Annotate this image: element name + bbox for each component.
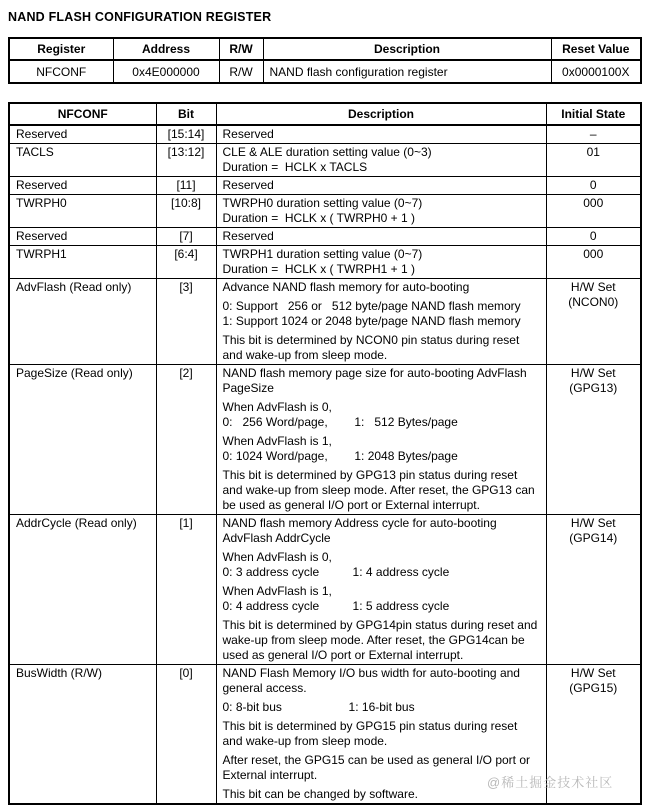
register-table-body <box>9 60 641 83</box>
cell-field-name: AddrCycle (Read only) <box>9 515 156 665</box>
bit-field-table-header <box>9 103 641 125</box>
description-line: Reserved <box>222 127 274 141</box>
initial-state-line: (GPG15) <box>569 681 618 695</box>
page-title: NAND FLASH CONFIGURATION REGISTER <box>8 10 272 24</box>
register-table-header <box>9 38 641 60</box>
cell-bit: [11] <box>156 177 216 195</box>
bit-field-table-row <box>9 125 641 144</box>
description-paragraph <box>223 666 540 696</box>
description-line: 0: 1024 Word/page, 1: 2048 Bytes/page <box>222 449 458 463</box>
initial-state-line: (GPG13) <box>569 381 618 395</box>
cell-initial-state <box>546 144 641 177</box>
cell-description <box>216 365 546 515</box>
cell-description <box>216 177 546 195</box>
cell-bit: [0] <box>156 665 216 805</box>
description-line: 0: 3 address cycle 1: 4 address cycle <box>222 565 450 579</box>
description-paragraph <box>223 229 540 244</box>
table-gap <box>8 84 640 102</box>
cell-field-name: AdvFlash (Read only) <box>9 279 156 365</box>
bit-field-table <box>8 102 642 805</box>
cell-bit: [3] <box>156 279 216 365</box>
description-paragraph <box>223 247 540 277</box>
cell-initial-state <box>546 515 641 665</box>
initial-state-line: (NCON0) <box>568 295 619 309</box>
description-line: When AdvFlash is 0, <box>222 400 332 414</box>
cell-bit: [7] <box>156 228 216 246</box>
description-paragraph <box>223 700 540 715</box>
initial-state-line: (GPG14) <box>569 531 618 545</box>
description-paragraph <box>223 618 540 663</box>
watermark: @稀土掘金技术社区 <box>487 775 614 790</box>
cell-bit: [10:8] <box>156 195 216 228</box>
cell-bit: [1] <box>156 515 216 665</box>
cell-bit: [2] <box>156 365 216 515</box>
column-header-address: Address <box>113 38 219 60</box>
description-line: When AdvFlash is 0, <box>222 550 332 564</box>
description-line: This bit can be changed by software. <box>222 787 418 801</box>
initial-state-line: H/W Set <box>570 280 616 294</box>
cell-field-name: BusWidth (R/W) <box>9 665 156 805</box>
cell-rw: R/W <box>219 60 263 83</box>
bit-field-table-header-row <box>9 103 641 125</box>
cell-address: 0x4E000000 <box>113 60 219 83</box>
register-table <box>8 37 642 84</box>
description-line: Reserved <box>222 178 274 192</box>
description-line: This bit is determined by GPG14pin status during reset and wake-up from sleep mode. After reset, the GPG14can be used as general I/O port or External interrupt. <box>222 618 541 662</box>
register-table-header-row <box>9 38 641 60</box>
cell-description <box>216 515 546 665</box>
cell-bit: [15:14] <box>156 125 216 144</box>
cell-initial-state <box>546 177 641 195</box>
description-line: NAND Flash Memory I/O bus width for auto-booting and general access. <box>222 666 524 695</box>
cell-initial-state <box>546 246 641 279</box>
description-paragraph <box>223 333 540 363</box>
description-paragraph <box>223 299 540 329</box>
bit-field-table-row <box>9 228 641 246</box>
initial-state-line: H/W Set <box>570 666 616 680</box>
description-paragraph <box>223 516 540 546</box>
description-line: This bit is determined by GPG13 pin status during reset and wake-up from sleep mode. After reset, the GPG13 can be used as general I/O port or External interrupt. <box>222 468 539 512</box>
cell-field-name: PageSize (Read only) <box>9 365 156 515</box>
initial-state-line: 000 <box>583 196 604 210</box>
description-paragraph <box>223 584 540 614</box>
description-line: 0: Support 256 or 512 byte/page NAND flash memory <box>222 299 521 313</box>
column-header-initial-state: Initial State <box>546 103 641 125</box>
cell-description <box>216 279 546 365</box>
description-line: 1: Support 1024 or 2048 byte/page NAND flash memory <box>222 314 521 328</box>
column-header-bit-description: Description <box>216 103 546 125</box>
description-line: Reserved <box>222 229 274 243</box>
initial-state-line: H/W Set <box>570 516 616 530</box>
description-paragraph <box>223 196 540 226</box>
column-header-rw: R/W <box>219 38 263 60</box>
initial-state-line: 01 <box>586 145 600 159</box>
description-line: This bit is determined by GPG15 pin status during reset and wake-up from sleep mode. <box>222 719 521 748</box>
description-line: Duration = HCLK x ( TWRPH0 + 1 ) <box>222 211 416 225</box>
description-paragraph <box>223 145 540 175</box>
bit-field-table-row <box>9 177 641 195</box>
description-line: TWRPH1 duration setting value (0~7) <box>222 247 423 261</box>
bit-field-table-row <box>9 365 641 515</box>
description-paragraph <box>223 366 540 396</box>
initial-state-line: 0 <box>589 229 597 243</box>
description-line: 0: 8-bit bus 1: 16-bit bus <box>222 700 415 714</box>
cell-initial-state <box>546 365 641 515</box>
cell-description <box>216 228 546 246</box>
cell-initial-state <box>546 279 641 365</box>
bit-field-table-row <box>9 195 641 228</box>
initial-state-line: – <box>589 127 597 141</box>
cell-description <box>216 125 546 144</box>
cell-bit: [6:4] <box>156 246 216 279</box>
cell-field-name: Reserved <box>9 177 156 195</box>
cell-initial-state <box>546 125 641 144</box>
bit-field-table-row <box>9 246 641 279</box>
cell-description <box>216 195 546 228</box>
cell-field-name: TWRPH0 <box>9 195 156 228</box>
description-line: NAND flash memory page size for auto-booting AdvFlash PageSize <box>222 366 530 395</box>
initial-state-line: H/W Set <box>570 366 616 380</box>
cell-field-name: TWRPH1 <box>9 246 156 279</box>
cell-description: NAND flash configuration register <box>263 60 551 83</box>
description-paragraph <box>223 127 540 142</box>
description-line: When AdvFlash is 1, <box>222 584 332 598</box>
bit-field-table-body <box>9 125 641 804</box>
cell-register: NFCONF <box>9 60 113 83</box>
description-paragraph <box>223 400 540 430</box>
description-paragraph <box>223 468 540 513</box>
cell-field-name: Reserved <box>9 228 156 246</box>
cell-field-name: Reserved <box>9 125 156 144</box>
column-header-description: Description <box>263 38 551 60</box>
description-paragraph <box>223 434 540 464</box>
description-paragraph <box>223 280 540 295</box>
bit-field-table-row <box>9 515 641 665</box>
description-line: Duration = HCLK x TACLS <box>222 160 368 174</box>
cell-reset-value: 0x0000100X <box>551 60 641 83</box>
cell-initial-state <box>546 195 641 228</box>
cell-field-name: TACLS <box>9 144 156 177</box>
description-paragraph <box>223 719 540 749</box>
description-line: After reset, the GPG15 can be used as general I/O port or External interrupt. <box>222 753 534 782</box>
cell-bit: [13:12] <box>156 144 216 177</box>
description-paragraph <box>223 178 540 193</box>
cell-description <box>216 246 546 279</box>
cell-initial-state <box>546 228 641 246</box>
cell-description <box>216 144 546 177</box>
column-header-nfconf: NFCONF <box>9 103 156 125</box>
bit-field-table-row <box>9 279 641 365</box>
description-line: CLE & ALE duration setting value (0~3) <box>222 145 432 159</box>
description-line: Advance NAND flash memory for auto-booting <box>222 280 470 294</box>
description-line: Duration = HCLK x ( TWRPH1 + 1 ) <box>222 262 416 276</box>
description-line: This bit is determined by NCON0 pin status during reset and wake-up from sleep mode. <box>222 333 523 362</box>
description-line: 0: 4 address cycle 1: 5 address cycle <box>222 599 450 613</box>
column-header-reset-value: Reset Value <box>551 38 641 60</box>
column-header-register: Register <box>9 38 113 60</box>
initial-state-line: 000 <box>583 247 604 261</box>
register-table-row <box>9 60 641 83</box>
initial-state-line: 0 <box>589 178 597 192</box>
bit-field-table-row <box>9 144 641 177</box>
description-line: When AdvFlash is 1, <box>222 434 332 448</box>
column-header-bit: Bit <box>156 103 216 125</box>
description-paragraph <box>223 550 540 580</box>
description-line: NAND flash memory Address cycle for auto-booting AdvFlash AddrCycle <box>222 516 500 545</box>
description-line: 0: 256 Word/page, 1: 512 Bytes/page <box>222 415 458 429</box>
description-line: TWRPH0 duration setting value (0~7) <box>222 196 423 210</box>
